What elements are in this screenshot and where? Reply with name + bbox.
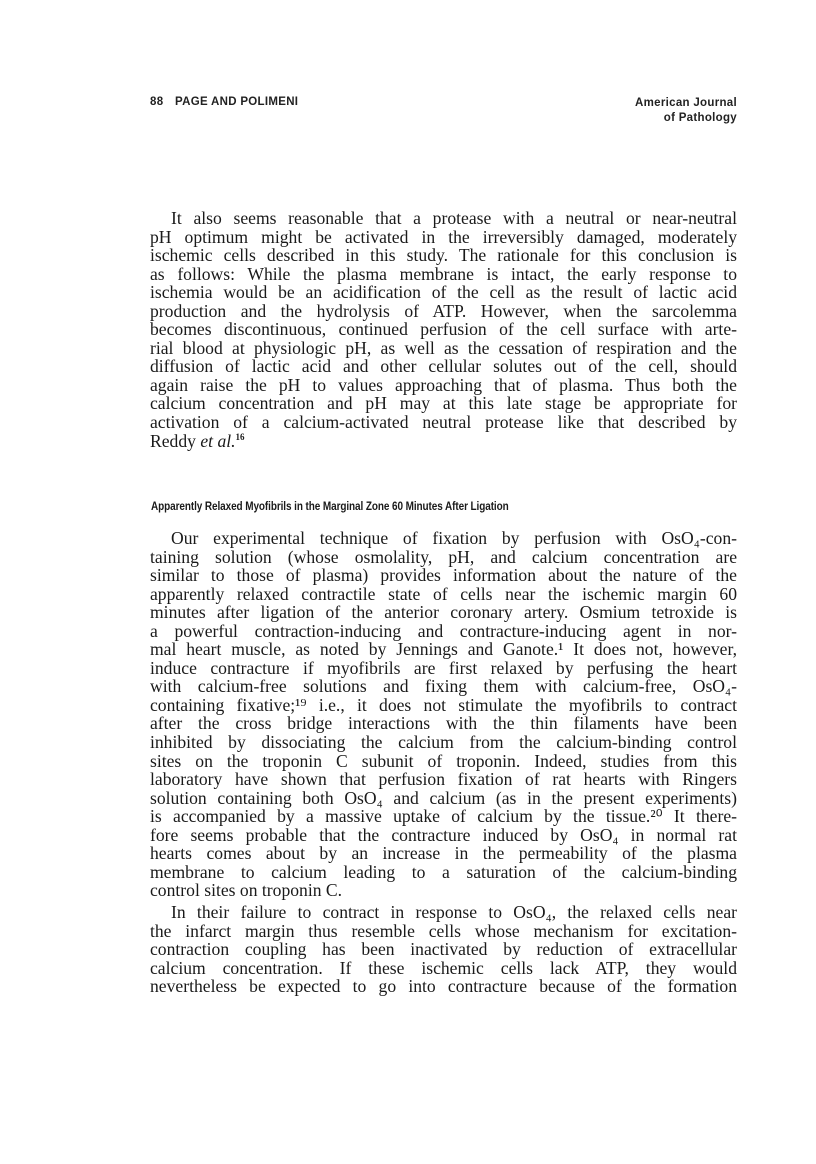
running-title: PAGE AND POLIMENI (175, 96, 299, 108)
italic-text: et al. (200, 430, 236, 451)
section-heading: Apparently Relaxed Myofibrils in the Marginal Zone 60 Minutes After Ligation (151, 500, 509, 513)
text-line: production and the hydrolysis of ATP. However, when the sarcolemma (150, 300, 737, 321)
text-line (150, 432, 737, 451)
text-line: hearts comes about by an increase in the permeability of the plasma (150, 843, 737, 864)
text-line: becomes discontinuous, continued perfusion of the cell surface with arte- (150, 319, 737, 340)
text-line: again raise the pH to values approaching that of plasma. Thus both the (150, 374, 737, 395)
text-line: activation of a calcium-activated neutral protease like that described by (150, 412, 737, 433)
text-line: control sites on troponin C. (150, 880, 343, 901)
text-line: apparently relaxed contractile state of cells near the ischemic margin 60 (150, 583, 737, 604)
text-line: as follows: While the plasma membrane is intact, the early response to (150, 263, 737, 284)
page-number: 88 (150, 96, 164, 108)
journal-line-1: American Journal (635, 97, 737, 109)
text-segment: Reddy (150, 430, 201, 451)
text-line: laboratory have shown that perfusion fixation of rat hearts with Ringers (150, 769, 737, 790)
text-line: the infarct margin thus resemble cells whose mechanism for excitation- (150, 920, 737, 941)
text-line: taining solution (whose osmolality, pH, and calcium concentration are (150, 546, 737, 567)
paragraph-2 (150, 529, 737, 900)
text-line: similar to those of plasma) provides information about the nature of the (150, 565, 737, 586)
text-line: contraction coupling has been inactivated by reduction of extracellular (150, 939, 737, 960)
text-line: a powerful contraction-inducing and contracture-inducing agent in nor- (150, 620, 737, 641)
text-line: In their failure to contract in response to OsO₄, the relaxed cells near (171, 902, 737, 922)
text-line: rial blood at physiologic pH, as well as the cessation of respiration and the (150, 337, 737, 358)
reference-superscript: 16 (235, 431, 245, 442)
text-line: ischemic cells described in this study. The rationale for this conclusion is (150, 245, 737, 266)
text-line: It also seems reasonable that a protease with a neutral or near-neutral (171, 208, 737, 228)
text-line: calcium concentration. If these ischemic cells lack ATP, they would (150, 957, 737, 978)
paragraph-1 (150, 209, 737, 450)
paragraph-3 (150, 903, 737, 996)
journal-name (635, 96, 737, 126)
text-line: sites on the troponin C subunit of troponin. Indeed, studies from this (150, 750, 737, 771)
text-line: pH optimum might be activated in the irreversibly damaged, moderately (150, 226, 737, 247)
text-line: with calcium-free solutions and fixing them with calcium-free, OsO₄- (150, 676, 737, 697)
text-line: membrane to calcium leading to a saturation of the calcium-binding (150, 861, 737, 882)
text-line: solution containing both OsO₄ and calcium (as in the present experiments) (150, 787, 737, 808)
text-line: containing fixative;¹⁹ i.e., it does not stimulate the myofibrils to contract (150, 694, 737, 715)
text-line: Our experimental technique of fixation by perfusion with OsO₄-con- (171, 528, 737, 548)
text-line: inhibited by dissociating the calcium from the calcium-binding control (150, 732, 737, 753)
text-line: after the cross bridge interactions with the thin filaments have been (150, 713, 737, 734)
text-line: mal heart muscle, as noted by Jennings and Ganote.¹ It does not, however, (150, 639, 737, 660)
text-line: fore seems probable that the contracture induced by OsO₄ in normal rat (150, 824, 737, 845)
text-line: is accompanied by a massive uptake of calcium by the tissue.²⁰ It there- (150, 806, 737, 827)
text-line: induce contracture if myofibrils are first relaxed by perfusing the heart (150, 657, 737, 678)
text-line: minutes after ligation of the anterior coronary artery. Osmium tetroxide is (150, 602, 737, 623)
text-line: ischemia would be an acidification of the cell as the result of lactic acid (150, 282, 737, 303)
text-line: nevertheless be expected to go into contracture because of the formation (150, 976, 737, 997)
text-line: calcium concentration and pH may at this late stage be appropriate for (150, 393, 737, 414)
text-line: diffusion of lactic acid and other cellular solutes out of the cell, should (150, 356, 737, 377)
journal-line-2: of Pathology (663, 112, 737, 124)
